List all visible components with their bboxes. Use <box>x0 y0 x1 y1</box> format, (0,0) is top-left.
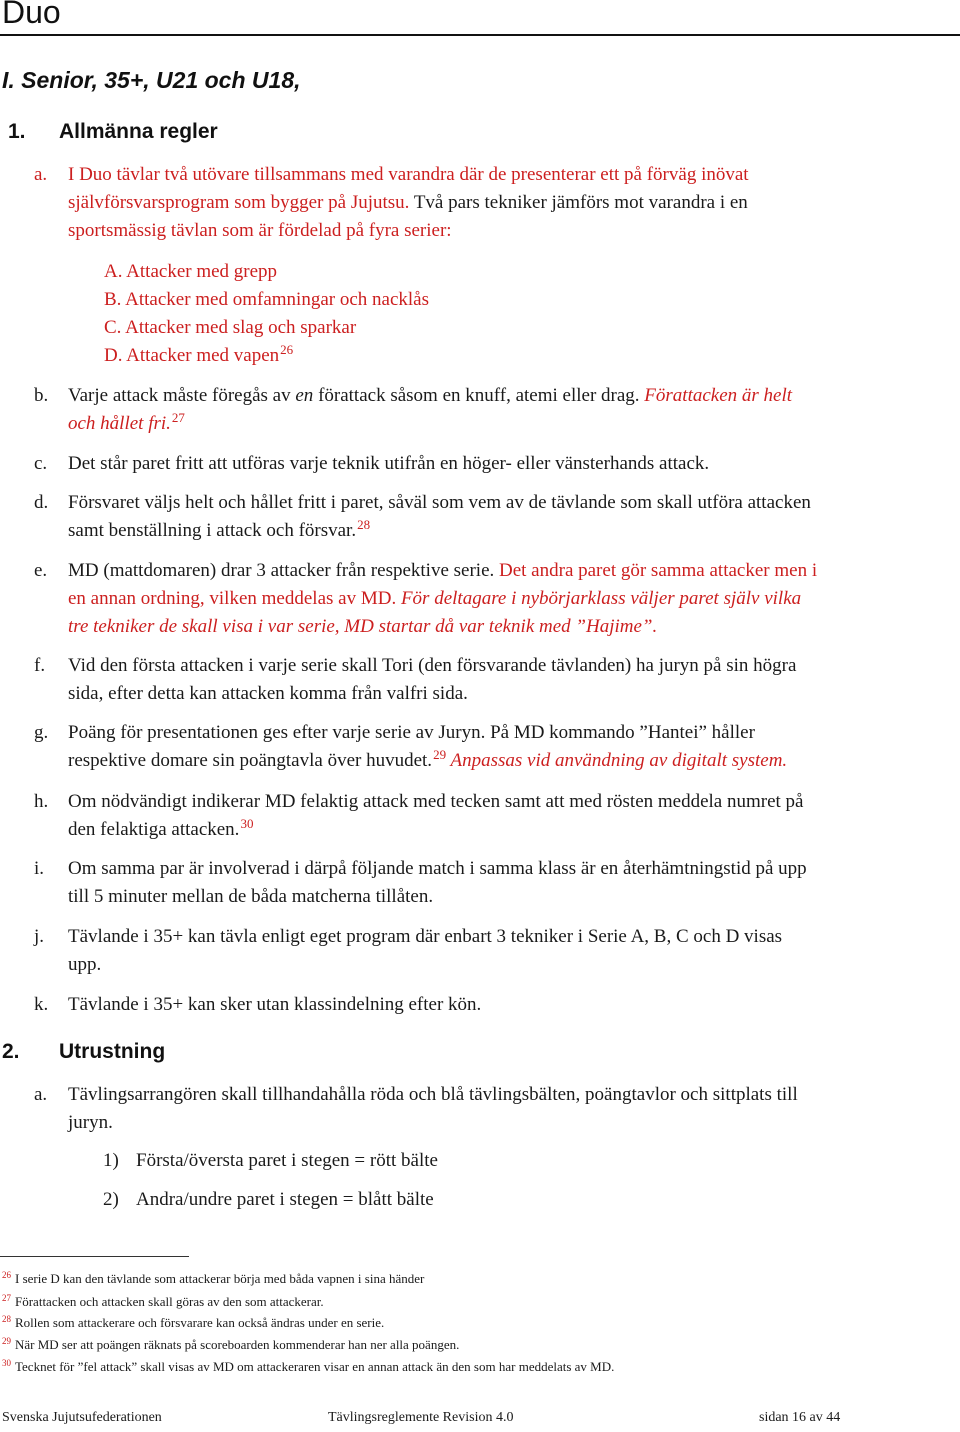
rule-item-g <box>34 719 960 775</box>
numbered-item-text: Första/översta paret i stegen = rött bälte <box>136 1150 438 1171</box>
page-heading: Duo <box>2 0 61 30</box>
item-d-line2: samt benställning i attack och försvar. <box>68 520 357 541</box>
footnote <box>2 1315 384 1331</box>
footnote <box>2 1359 614 1375</box>
item-f-line2: sida, efter detta kan attacken komma från valfri sida. <box>68 683 468 704</box>
item-i-line2: till 5 minuter mellan de båda matcherna tillåten. <box>68 886 434 907</box>
series-item: B. Attacker med omfamningar och nacklås <box>104 289 430 310</box>
item-j-line1: Tävlande i 35+ kan tävla enligt eget program där enbart 3 tekniker i Serie A, B, C och D visas <box>68 926 783 947</box>
footnote-number: 26 <box>2 1269 11 1280</box>
numbered-item-number: 1) <box>103 1150 119 1171</box>
numbered-item-text: Andra/undre paret i stegen = blått bälte <box>136 1189 434 1210</box>
footnote-text: Rollen som attackerare och försvarare kan också ändras under en serie. <box>15 1315 385 1330</box>
rule-item-h <box>34 788 960 844</box>
section-2-number: 2. <box>2 1040 20 1063</box>
item-e-text: MD (mattdomaren) drar 3 attacker från respektive serie. <box>68 560 495 581</box>
footnote-text: Förattacken och attacken skall göras av den som attackerar. <box>15 1294 324 1309</box>
rule-item-d <box>34 489 960 545</box>
footnote <box>2 1271 424 1287</box>
rule-item-f <box>34 652 960 708</box>
item-b-text: förattack såsom en knuff, atemi eller drag. <box>313 385 640 406</box>
footnote-ref[interactable]: 30 <box>240 815 254 831</box>
item-letter: c. <box>34 453 48 474</box>
footnote <box>2 1294 324 1310</box>
section-2-title: Utrustning <box>59 1040 166 1063</box>
item-letter: a. <box>34 1084 48 1105</box>
item-b-text: Varje attack måste föregås av <box>68 385 296 406</box>
item-a-line1: I Duo tävlar två utövare tillsammans med varandra där de presenterar ett på förväg inövat <box>68 164 749 185</box>
footnote-number: 30 <box>2 1357 11 1368</box>
series-item <box>104 342 293 370</box>
footnote-text: När MD ser att poängen räknats på scoreboarden kommenderar han ner alla poängen. <box>15 1337 460 1352</box>
footnote <box>2 1337 459 1353</box>
section-1-number: 1. <box>8 120 26 143</box>
footnote-ref[interactable]: 27 <box>171 409 185 425</box>
footnote-ref[interactable]: 29 <box>433 746 447 762</box>
rule-item-k <box>34 991 960 1019</box>
item-f-line1: Vid den första attacken i varje serie skall Tori (den försvarande tävlanden) ha juryn på sin högra <box>68 655 797 676</box>
footnote-text: I serie D kan den tävlande som attackerar börja med båda vapnen i sina händer <box>15 1271 425 1286</box>
item-g-line1: Poäng för presentationen ges efter varje serie av Juryn. På MD kommando ”Hantei” håller <box>68 722 755 743</box>
item-k-text: Tävlande i 35+ kan sker utan klassindelning efter kön. <box>68 994 482 1015</box>
item-letter: a. <box>34 164 48 185</box>
footnote-separator <box>0 1256 189 1257</box>
footnote-number: 28 <box>2 1313 11 1324</box>
item-letter: j. <box>34 926 45 947</box>
item-i-line1: Om samma par är involverad i därpå följande match i samma klass är en återhämtningstid på upp <box>68 858 807 879</box>
rule-item-b <box>34 382 960 438</box>
item-e-revision: en annan ordning, vilken meddelas av MD. <box>68 588 397 609</box>
item-a-line2: Två pars tekniker jämförs mot varandra i en <box>409 192 748 213</box>
rule-item-a <box>34 161 960 245</box>
item-letter: h. <box>34 791 49 812</box>
item-e-revision-italic: För deltagare i nybörjarklass väljer paret själv vilka <box>396 588 802 609</box>
item-letter: g. <box>34 722 49 743</box>
item-b-revision: och hållet fri. <box>68 413 171 434</box>
item-e-revision: Det andra paret gör samma attacker men i <box>494 560 818 581</box>
series-item: C. Attacker med slag och sparkar <box>104 317 357 338</box>
footnote-number: 27 <box>2 1292 11 1303</box>
item-b-emphasis: en <box>295 385 314 406</box>
footnote-ref[interactable]: 28 <box>357 516 371 532</box>
item-b-revision: Förattacken är helt <box>639 385 793 406</box>
section-title: I. Senior, 35+, U21 och U18, <box>2 67 301 93</box>
equipment-a-line2: juryn. <box>68 1112 113 1133</box>
equipment-a-line1: Tävlingsarrangören skall tillhandahålla röda och blå tävlingsbälten, poängtavlor och sittplats till <box>68 1084 798 1105</box>
series-item: A. Attacker med grepp <box>104 261 278 282</box>
numbered-item <box>103 1189 434 1211</box>
rule-item-i <box>34 855 960 911</box>
equipment-item-a <box>34 1081 960 1137</box>
item-h-line1: Om nödvändigt indikerar MD felaktig attack med tecken samt att med rösten meddela numret på <box>68 791 804 812</box>
item-e-revision-italic: tre tekniker de skall visa i var serie, MD startar då var teknik med ”Hajime”. <box>68 616 658 637</box>
item-letter: b. <box>34 385 49 406</box>
heading-underline <box>0 34 960 36</box>
item-letter: k. <box>34 994 49 1015</box>
footnote-number: 29 <box>2 1335 11 1346</box>
rule-item-j <box>34 923 960 979</box>
footer-document-title: Tävlingsreglemente Revision 4.0 <box>328 1410 514 1425</box>
item-h-line2: den felaktiga attacken. <box>68 819 240 840</box>
section-1-title: Allmänna regler <box>59 120 218 143</box>
item-g-text: respektive domare sin poängtavla över huvudet. <box>68 750 433 771</box>
item-c-text: Det står paret fritt att utföras varje teknik utifrån en höger- eller vänsterhands attack. <box>68 453 710 474</box>
item-j-line2: upp. <box>68 954 102 975</box>
footnote-ref[interactable]: 26 <box>280 341 294 357</box>
numbered-item <box>103 1150 438 1172</box>
item-letter: d. <box>34 492 49 513</box>
footer-organization: Svenska Jujutsufederationen <box>2 1410 162 1425</box>
rule-item-e <box>34 557 960 641</box>
item-g-revision: Anpassas vid användning av digitalt system. <box>446 750 788 771</box>
item-letter: e. <box>34 560 48 581</box>
item-a-line3: sportsmässig tävlan som är fördelad på fyra serier: <box>68 220 452 241</box>
item-letter: i. <box>34 858 45 879</box>
rule-item-c <box>34 450 960 478</box>
item-letter: f. <box>34 655 46 676</box>
series-item-text: D. Attacker med vapen <box>104 345 280 366</box>
item-d-line1: Försvaret väljs helt och hållet fritt i paret, såväl som vem av de tävlande som skall utföra attacken <box>68 492 811 513</box>
footnote-text: Tecknet för ”fel attack” skall visas av MD om attackeraren visar en annan attack än den som har meddelats av MD. <box>15 1359 615 1374</box>
numbered-item-number: 2) <box>103 1189 119 1210</box>
footer-page-number: sidan 16 av 44 <box>759 1410 841 1425</box>
item-a-line2-red: självförsvarsprogram som bygger på Jujutsu. <box>68 192 410 213</box>
